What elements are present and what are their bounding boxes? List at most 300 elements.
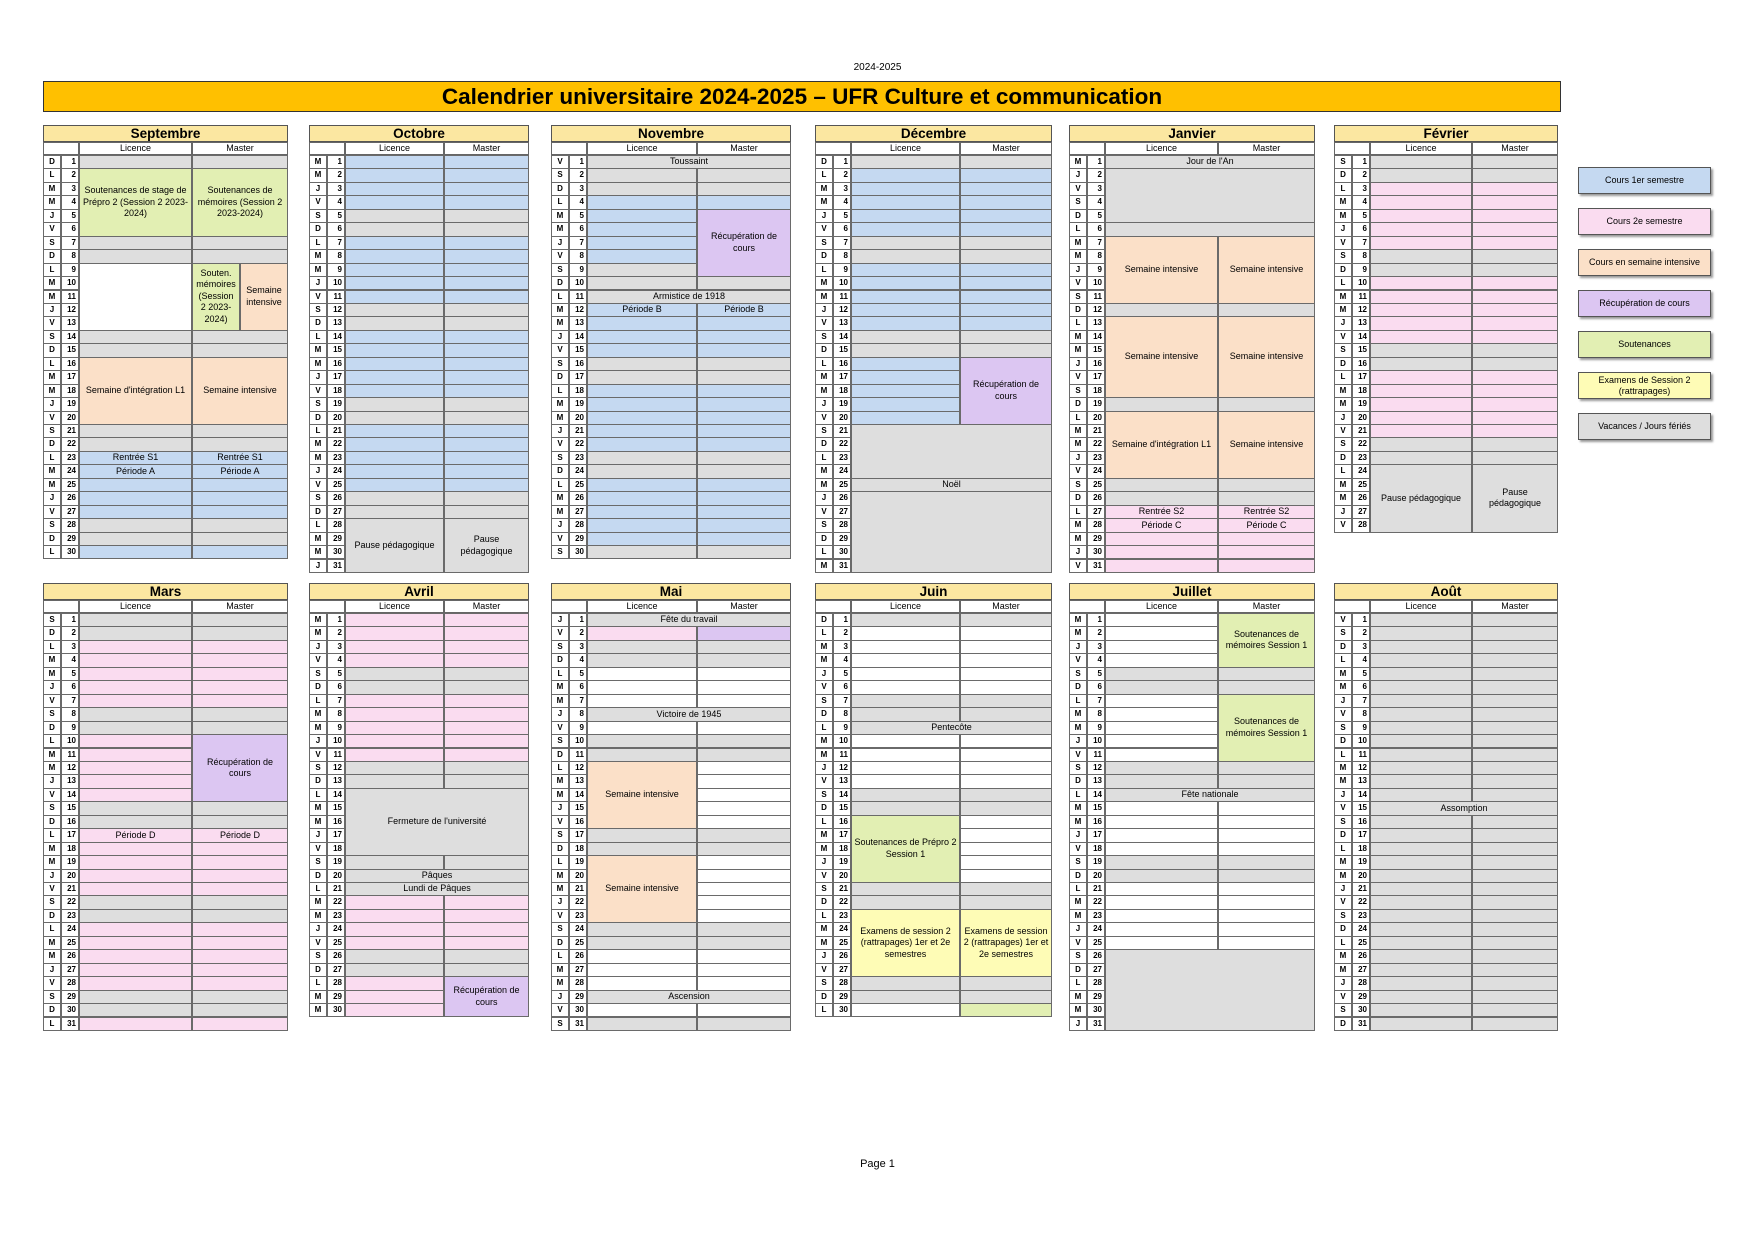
day-number: 29	[569, 990, 587, 1004]
master-cell	[444, 209, 529, 223]
master-header: Master	[192, 600, 288, 613]
licence-cell	[345, 303, 444, 317]
day-number: 10	[833, 276, 851, 290]
master-cell	[192, 721, 288, 735]
weekday-cell: S	[815, 788, 833, 802]
day-number: 19	[327, 855, 345, 869]
weekday-cell: V	[1069, 182, 1087, 196]
master-cell	[1218, 303, 1315, 317]
day-number: 4	[327, 653, 345, 667]
day-number: 20	[1087, 869, 1105, 883]
day-number: 20	[61, 411, 79, 425]
licence-cell	[1105, 626, 1218, 640]
weekday-cell: J	[1334, 316, 1352, 330]
day-number: 16	[61, 357, 79, 371]
weekday-cell: J	[1069, 357, 1087, 371]
day-number: 8	[833, 707, 851, 721]
event-label: Examens de session 2 (rattrapages) 1er et 2e semestres	[963, 925, 1049, 959]
master-cell	[1218, 667, 1315, 681]
day-number: 28	[327, 976, 345, 990]
day-number: 17	[61, 370, 79, 384]
event-label: Semaine intensive	[605, 883, 679, 894]
licence-cell	[1105, 532, 1218, 546]
day-number: 12	[327, 303, 345, 317]
weekday-cell: M	[1069, 518, 1087, 532]
licence-cell	[345, 963, 444, 977]
licence-cell	[851, 882, 960, 896]
licence-cell	[1105, 855, 1218, 869]
day-number: 25	[1087, 478, 1105, 492]
master-cell	[192, 505, 288, 519]
weekday-cell: J	[309, 182, 327, 196]
weekday-cell: V	[1334, 707, 1352, 721]
licence-cell	[1370, 370, 1472, 384]
weekday-cell: J	[309, 276, 327, 290]
master-cell	[960, 222, 1052, 236]
day-number: 5	[1087, 667, 1105, 681]
licence-cell	[851, 249, 960, 263]
weekday-cell: M	[309, 263, 327, 277]
day-number: 25	[1352, 936, 1370, 950]
weekday-cell: D	[309, 963, 327, 977]
weekday-cell: V	[309, 195, 327, 209]
event-label: Semaine intensive	[1229, 438, 1304, 449]
master-cell	[960, 869, 1052, 883]
day-number: 25	[569, 478, 587, 492]
master-cell	[192, 1003, 288, 1017]
day-number: 26	[61, 949, 79, 963]
event-cell	[587, 613, 791, 627]
day-number: 1	[569, 155, 587, 169]
weekday-cell: S	[1334, 155, 1352, 169]
day-number: 27	[61, 963, 79, 977]
day-number: 15	[569, 801, 587, 815]
licence-cell	[587, 182, 697, 196]
licence-header: Licence	[79, 142, 192, 155]
event-cell	[79, 357, 192, 425]
master-cell	[1472, 869, 1558, 883]
weekday-cell: D	[551, 936, 569, 950]
weekday-cell: L	[309, 518, 327, 532]
master-cell	[960, 343, 1052, 357]
weekday-cell: V	[1334, 613, 1352, 627]
licence-cell	[79, 694, 192, 708]
licence-cell	[345, 491, 444, 505]
master-cell	[192, 869, 288, 883]
master-cell	[192, 424, 288, 438]
licence-cell	[345, 936, 444, 950]
day-number: 8	[569, 249, 587, 263]
day-number: 8	[327, 249, 345, 263]
weekday-cell: L	[1069, 505, 1087, 519]
weekday-cell: J	[551, 990, 569, 1004]
master-cell	[697, 640, 791, 654]
day-number: 15	[327, 801, 345, 815]
licence-cell	[345, 976, 444, 990]
event-cell	[1105, 788, 1315, 802]
weekday-cell: M	[1069, 424, 1087, 438]
licence-cell	[345, 168, 444, 182]
day-number: 3	[1087, 640, 1105, 654]
weekday-cell: V	[43, 505, 61, 519]
weekday-cell: D	[309, 505, 327, 519]
licence-cell	[1370, 155, 1472, 169]
licence-cell	[587, 694, 697, 708]
weekday-cell: M	[1334, 869, 1352, 883]
weekday-cell: V	[309, 384, 327, 398]
master-cell	[1472, 222, 1558, 236]
day-number: 29	[833, 990, 851, 1004]
master-cell	[192, 909, 288, 923]
weekday-cell: J	[1334, 882, 1352, 896]
weekday-cell: M	[551, 788, 569, 802]
day-number: 21	[327, 882, 345, 896]
event-label: Lundi de Pâques	[403, 883, 471, 894]
event-label: Victoire de 1945	[656, 708, 722, 719]
weekday-cell: L	[1069, 788, 1087, 802]
licence-cell	[1370, 330, 1472, 344]
master-cell	[1472, 990, 1558, 1004]
day-number: 9	[833, 263, 851, 277]
licence-cell	[1370, 761, 1472, 775]
licence-cell	[851, 316, 960, 330]
day-number: 15	[61, 343, 79, 357]
event-cell	[960, 1003, 1052, 1017]
weekday-cell: D	[1069, 963, 1087, 977]
day-number: 16	[327, 357, 345, 371]
licence-cell	[79, 667, 192, 681]
master-cell	[1472, 788, 1558, 802]
day-number: 22	[1087, 895, 1105, 909]
licence-cell	[1105, 801, 1218, 815]
event-cell	[1472, 464, 1558, 532]
day-number: 7	[327, 694, 345, 708]
master-cell	[960, 801, 1052, 815]
day-number: 17	[327, 828, 345, 842]
weekday-cell: L	[309, 788, 327, 802]
licence-cell	[1370, 222, 1472, 236]
licence-cell	[851, 195, 960, 209]
day-number: 28	[1087, 518, 1105, 532]
event-cell	[697, 303, 791, 317]
licence-cell	[851, 1003, 960, 1017]
day-number: 24	[327, 464, 345, 478]
weekday-cell: L	[1069, 694, 1087, 708]
weekday-cell: M	[43, 761, 61, 775]
licence-cell	[1370, 437, 1472, 451]
day-number: 25	[61, 478, 79, 492]
licence-cell	[1370, 451, 1472, 465]
event-cell	[79, 464, 192, 478]
licence-cell	[79, 478, 192, 492]
day-number: 4	[61, 195, 79, 209]
day-number: 14	[327, 788, 345, 802]
weekday-cell: V	[551, 815, 569, 829]
master-cell	[444, 653, 529, 667]
weekday-cell: L	[551, 761, 569, 775]
weekday-cell: M	[43, 842, 61, 856]
day-number: 7	[1352, 236, 1370, 250]
licence-cell	[79, 626, 192, 640]
weekday-cell: L	[1334, 370, 1352, 384]
day-number: 27	[833, 963, 851, 977]
master-cell	[444, 303, 529, 317]
weekday-cell: M	[551, 303, 569, 317]
weekday-cell: V	[1334, 236, 1352, 250]
day-number: 19	[569, 397, 587, 411]
day-number: 4	[569, 195, 587, 209]
day-number: 21	[569, 424, 587, 438]
page-title: Calendrier universitaire 2024-2025 – UFR Culture et communication	[43, 81, 1561, 112]
master-cell	[1472, 694, 1558, 708]
weekday-cell: V	[815, 316, 833, 330]
day-number: 22	[1087, 437, 1105, 451]
weekday-cell: L	[815, 815, 833, 829]
master-cell	[1472, 748, 1558, 762]
master-cell	[1472, 1003, 1558, 1017]
master-cell	[1472, 209, 1558, 223]
weekday-cell: V	[1334, 518, 1352, 532]
day-number: 9	[569, 721, 587, 735]
licence-cell	[345, 922, 444, 936]
weekday-cell: M	[309, 626, 327, 640]
weekday-cell: M	[309, 451, 327, 465]
day-number: 23	[327, 451, 345, 465]
weekday-cell: M	[1334, 397, 1352, 411]
event-label: Rentrée S2	[1243, 506, 1290, 517]
weekday-cell: M	[815, 195, 833, 209]
licence-cell	[851, 990, 960, 1004]
master-cell	[192, 330, 288, 344]
event-cell	[960, 357, 1052, 425]
weekday-cell: J	[43, 869, 61, 883]
day-number: 13	[327, 774, 345, 788]
event-cell	[1105, 505, 1218, 519]
master-cell	[960, 236, 1052, 250]
master-cell	[1472, 276, 1558, 290]
licence-cell	[79, 922, 192, 936]
weekday-cell: J	[43, 209, 61, 223]
master-cell	[1472, 707, 1558, 721]
day-number: 19	[327, 397, 345, 411]
weekday-cell: M	[815, 842, 833, 856]
master-cell	[1218, 559, 1315, 573]
event-label: Semaine intensive	[1229, 351, 1304, 362]
master-cell	[960, 168, 1052, 182]
master-cell	[444, 640, 529, 654]
weekday-cell: M	[815, 653, 833, 667]
day-number: 18	[1352, 384, 1370, 398]
day-number: 1	[833, 155, 851, 169]
day-number: 13	[569, 774, 587, 788]
licence-cell	[851, 357, 960, 371]
weekday-cell: V	[551, 1003, 569, 1017]
master-cell	[1472, 155, 1558, 169]
weekday-cell: L	[43, 922, 61, 936]
licence-cell	[345, 397, 444, 411]
weekday-cell: L	[1069, 976, 1087, 990]
licence-cell	[1370, 949, 1472, 963]
weekday-cell: V	[551, 343, 569, 357]
legend-item: Cours en semaine intensive	[1578, 249, 1711, 276]
master-cell	[697, 694, 791, 708]
master-cell	[1218, 855, 1315, 869]
month-header: Avril	[309, 583, 529, 600]
master-cell	[960, 774, 1052, 788]
day-number: 31	[1087, 559, 1105, 573]
day-number: 18	[61, 842, 79, 856]
event-cell	[444, 518, 529, 573]
master-cell	[960, 815, 1052, 829]
day-number: 23	[1352, 451, 1370, 465]
licence-header: Licence	[851, 600, 960, 613]
weekday-cell: M	[1334, 949, 1352, 963]
weekday-cell: J	[309, 370, 327, 384]
weekday-cell: S	[309, 761, 327, 775]
day-number: 14	[1087, 788, 1105, 802]
weekday-cell: D	[309, 411, 327, 425]
weekday-cell: V	[815, 505, 833, 519]
licence-cell	[1105, 895, 1218, 909]
licence-cell	[79, 545, 192, 559]
weekday-cell: J	[1069, 545, 1087, 559]
master-cell	[444, 936, 529, 950]
day-number: 29	[61, 990, 79, 1004]
master-cell	[192, 815, 288, 829]
weekday-cell: M	[551, 694, 569, 708]
weekday-cell: M	[43, 748, 61, 762]
master-cell	[697, 316, 791, 330]
master-cell	[1472, 437, 1558, 451]
licence-cell	[1370, 895, 1472, 909]
weekday-cell: M	[309, 613, 327, 627]
licence-cell	[587, 491, 697, 505]
day-number: 9	[833, 721, 851, 735]
licence-cell	[79, 640, 192, 654]
master-cell	[1218, 842, 1315, 856]
weekday-cell: S	[551, 640, 569, 654]
master-cell	[444, 411, 529, 425]
licence-cell	[345, 464, 444, 478]
day-number: 18	[1087, 842, 1105, 856]
weekday-cell: M	[1334, 667, 1352, 681]
weekday-cell: J	[1334, 505, 1352, 519]
event-cell	[1105, 236, 1218, 304]
day-number: 3	[1087, 182, 1105, 196]
day-number: 19	[61, 397, 79, 411]
weekday-cell: D	[1069, 303, 1087, 317]
licence-cell	[345, 721, 444, 735]
master-cell	[1218, 828, 1315, 842]
licence-cell	[1105, 303, 1218, 317]
master-cell	[444, 397, 529, 411]
day-number: 21	[327, 424, 345, 438]
day-number: 18	[61, 384, 79, 398]
licence-cell	[79, 236, 192, 250]
weekday-cell: J	[43, 963, 61, 977]
day-number: 24	[1352, 464, 1370, 478]
weekday-cell: L	[1334, 748, 1352, 762]
day-number: 7	[61, 236, 79, 250]
weekday-cell: D	[309, 222, 327, 236]
weekday-cell: M	[1334, 290, 1352, 304]
weekday-cell: M	[309, 707, 327, 721]
day-number: 22	[833, 895, 851, 909]
day-number: 28	[1087, 976, 1105, 990]
master-cell	[1472, 761, 1558, 775]
licence-cell	[1370, 290, 1472, 304]
licence-cell	[1370, 922, 1472, 936]
licence-cell	[79, 842, 192, 856]
master-cell	[960, 895, 1052, 909]
weekday-cell: L	[1069, 316, 1087, 330]
weekday-cell: D	[309, 774, 327, 788]
event-label: Soutenances de Prépro 2 Session 1	[854, 837, 957, 859]
day-number: 18	[569, 842, 587, 856]
master-cell	[192, 963, 288, 977]
weekday-cell: M	[309, 545, 327, 559]
day-number: 19	[61, 855, 79, 869]
day-number: 11	[61, 748, 79, 762]
master-cell	[444, 370, 529, 384]
licence-cell	[851, 343, 960, 357]
corner-cell	[815, 600, 851, 613]
licence-cell	[1370, 990, 1472, 1004]
master-cell	[697, 464, 791, 478]
day-number: 26	[1087, 949, 1105, 963]
month-header: Août	[1334, 583, 1558, 600]
weekday-cell: V	[1069, 464, 1087, 478]
event-label: Période D	[219, 829, 261, 840]
day-number: 11	[1087, 748, 1105, 762]
day-number: 1	[61, 155, 79, 169]
day-number: 26	[327, 949, 345, 963]
corner-cell	[815, 142, 851, 155]
master-cell	[1472, 263, 1558, 277]
licence-cell	[1370, 424, 1472, 438]
licence-cell	[345, 949, 444, 963]
master-cell	[697, 545, 791, 559]
weekday-cell: S	[309, 209, 327, 223]
weekday-cell: S	[1069, 290, 1087, 304]
day-number: 3	[833, 182, 851, 196]
master-cell	[960, 263, 1052, 277]
licence-cell	[345, 451, 444, 465]
day-number: 6	[833, 222, 851, 236]
day-number: 3	[61, 182, 79, 196]
weekday-cell: M	[551, 963, 569, 977]
weekday-cell: V	[551, 532, 569, 546]
master-cell	[444, 451, 529, 465]
event-cell	[587, 290, 791, 304]
day-number: 2	[61, 626, 79, 640]
day-number: 5	[1352, 667, 1370, 681]
master-cell	[192, 990, 288, 1004]
master-header: Master	[1218, 142, 1315, 155]
master-cell	[1472, 1017, 1558, 1031]
day-number: 15	[61, 801, 79, 815]
day-number: 23	[833, 451, 851, 465]
master-cell	[444, 384, 529, 398]
master-cell	[697, 397, 791, 411]
master-cell	[1472, 384, 1558, 398]
weekday-cell: S	[43, 895, 61, 909]
weekday-cell: M	[551, 869, 569, 883]
day-number: 7	[61, 694, 79, 708]
weekday-cell: D	[815, 532, 833, 546]
licence-cell	[587, 963, 697, 977]
licence-cell	[79, 976, 192, 990]
